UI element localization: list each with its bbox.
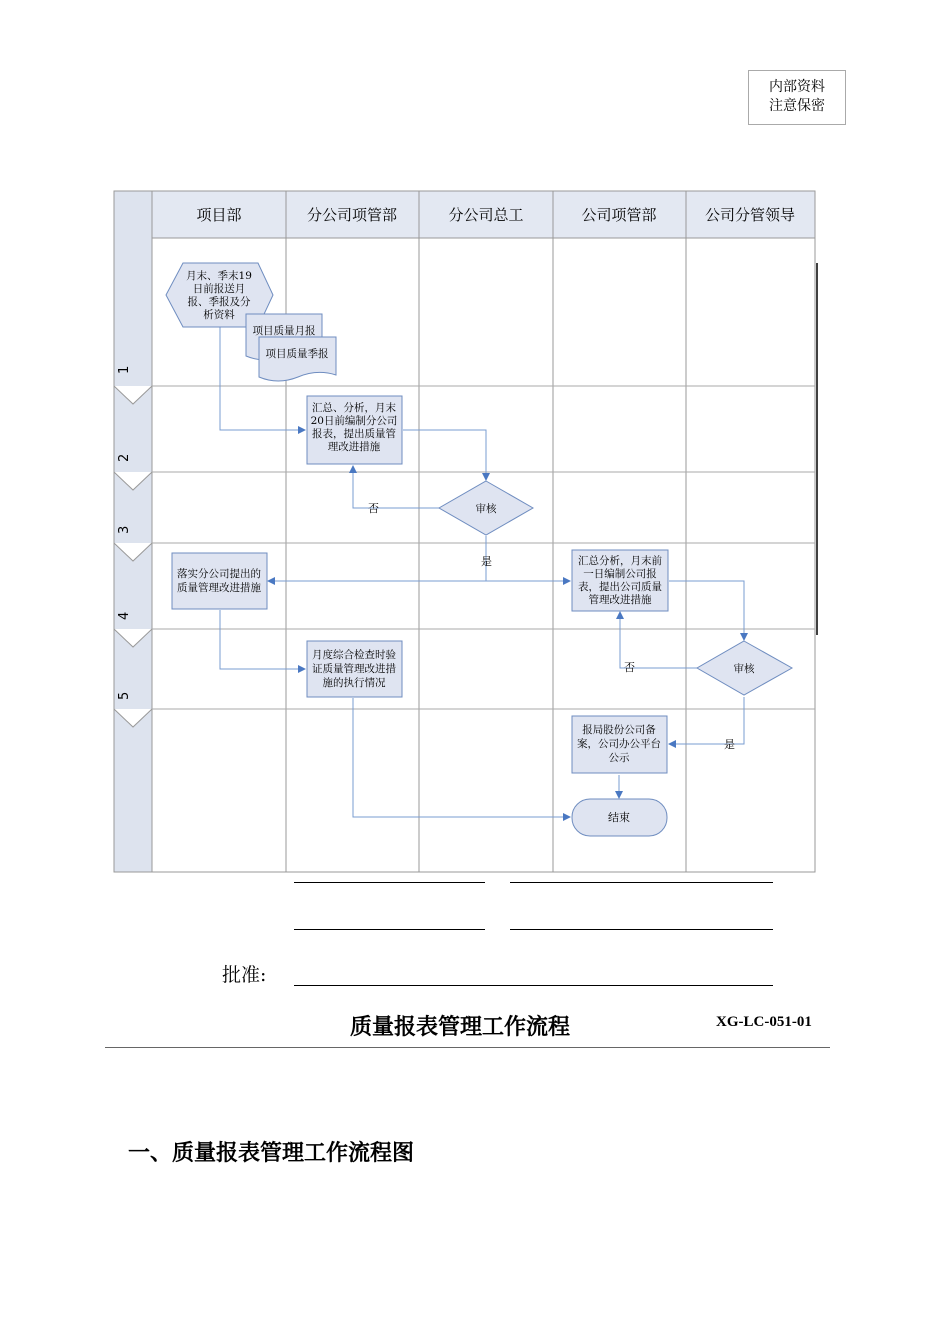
svg-text:审核: 审核 xyxy=(733,663,755,675)
section-heading: 一、质量报表管理工作流程图 xyxy=(128,1141,415,1166)
confidential-line-1: 内部资料 xyxy=(769,79,825,95)
svg-text:20日前编制分公司: 20日前编制分公司 xyxy=(310,415,398,427)
lane-header-branch-chief: 分公司总工 xyxy=(448,206,524,224)
svg-text:项目质量季报: 项目质量季报 xyxy=(265,348,329,360)
svg-text:报表，提出质量管: 报表，提出质量管 xyxy=(312,428,396,440)
lane-header-project: 项目部 xyxy=(196,206,242,224)
phase-label-4: 4 xyxy=(117,611,132,620)
signature-line xyxy=(294,882,485,883)
title-rule xyxy=(105,1047,830,1048)
svg-text:日前报送月: 日前报送月 xyxy=(192,283,246,295)
svg-text:结束: 结束 xyxy=(608,811,630,824)
svg-text:表，提出公司质量: 表，提出公司质量 xyxy=(578,581,662,593)
approval-line xyxy=(294,985,773,986)
edge-label-no-1: 否 xyxy=(368,502,379,515)
node-monthly-check xyxy=(307,641,402,697)
phase-label-3: 3 xyxy=(117,525,132,534)
signature-line xyxy=(510,882,773,883)
svg-text:审核: 审核 xyxy=(475,503,497,515)
node-company-summary xyxy=(572,550,668,611)
edge-label-yes-2: 是 xyxy=(724,738,735,751)
edge-label-yes-1: 是 xyxy=(481,555,492,568)
svg-text:一日编制公司报: 一日编制公司报 xyxy=(583,568,657,580)
svg-text:报、季报及分: 报、季报及分 xyxy=(187,296,251,308)
svg-text:析资料: 析资料 xyxy=(203,309,235,321)
node-report-filing xyxy=(572,716,667,773)
svg-text:质量管理改进措施: 质量管理改进措施 xyxy=(177,582,261,594)
lane-header-company-pm: 公司项管部 xyxy=(581,206,657,224)
confidential-line-2: 注意保密 xyxy=(769,98,825,114)
phase-label-2: 2 xyxy=(117,453,132,462)
svg-text:施的执行情况: 施的执行情况 xyxy=(322,677,386,689)
node-implement xyxy=(172,553,267,609)
lane-header-branch-pm: 分公司项管部 xyxy=(306,206,398,224)
svg-text:汇总分析，月末前: 汇总分析，月末前 xyxy=(578,555,662,567)
svg-text:汇总、分析，月末: 汇总、分析，月末 xyxy=(312,402,396,414)
lane-header-leader: 公司分管领导 xyxy=(704,206,796,224)
svg-text:证质量管理改进措: 证质量管理改进措 xyxy=(312,663,396,675)
node-end xyxy=(572,799,667,836)
svg-text:项目质量月报: 项目质量月报 xyxy=(252,325,316,337)
svg-text:案，公司办公平台: 案，公司办公平台 xyxy=(577,738,661,750)
signature-line xyxy=(510,929,773,930)
approval-label: 批准: xyxy=(222,964,267,986)
document-title: 质量报表管理工作流程 xyxy=(350,1015,571,1040)
document-code: XG-LC-051-01 xyxy=(716,1014,812,1030)
svg-text:公示: 公示 xyxy=(608,752,630,764)
signature-line xyxy=(294,929,485,930)
svg-text:理改进措施: 理改进措施 xyxy=(327,441,381,453)
svg-text:月末、季末19: 月末、季末19 xyxy=(186,270,252,282)
phase-label-1: 1 xyxy=(117,365,132,374)
edge-label-no-2: 否 xyxy=(624,661,635,674)
phase-label-5: 5 xyxy=(117,691,132,700)
svg-text:落实分公司提出的: 落实分公司提出的 xyxy=(177,568,261,580)
node-branch-summary xyxy=(307,396,402,464)
svg-text:报局股份公司备: 报局股份公司备 xyxy=(582,724,656,736)
svg-text:月度综合检查时验: 月度综合检查时验 xyxy=(312,649,396,661)
svg-text:管理改进措施: 管理改进措施 xyxy=(588,594,652,606)
